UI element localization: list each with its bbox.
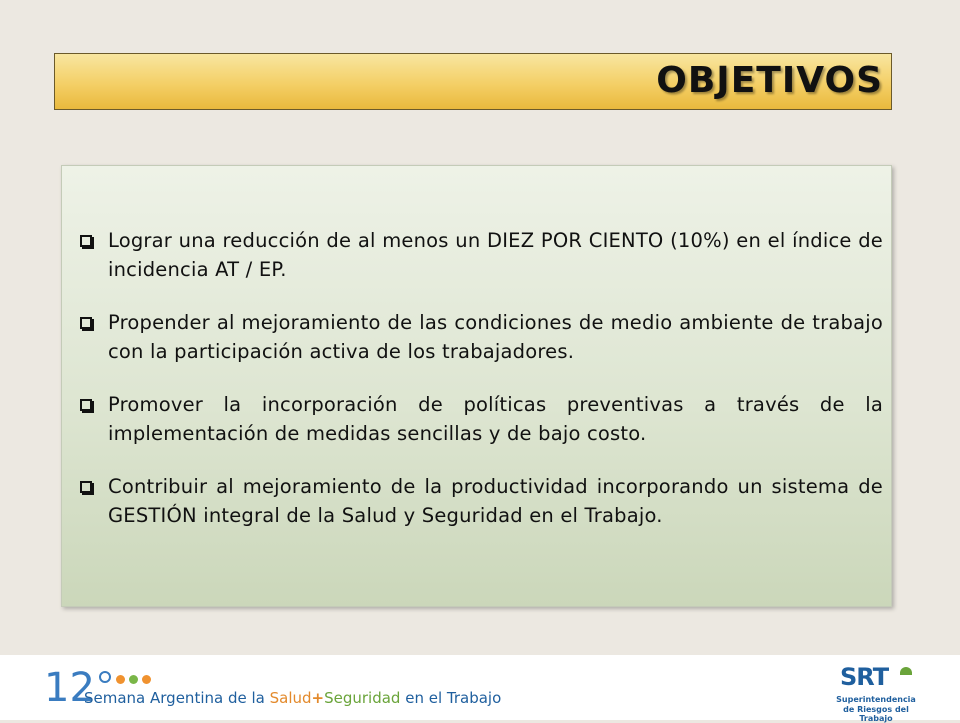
srt-emblem-icon	[900, 667, 912, 675]
title-banner	[54, 53, 892, 110]
checkbox-bullet-icon	[80, 481, 92, 493]
orange-dot-icon	[116, 675, 125, 684]
list-item	[78, 308, 883, 366]
bullet-text: Propender al mejoramiento de las condiciones de medio ambiente de trabajo con la participación activa de los trabajadores.	[108, 311, 883, 363]
checkbox-bullet-icon	[80, 235, 92, 247]
objectives-list	[78, 226, 883, 554]
degree-ring-icon	[99, 671, 111, 683]
org-name-line1: Superintendencia	[836, 695, 916, 704]
checkbox-bullet-icon	[80, 317, 92, 329]
event-plus: +	[311, 689, 325, 707]
event-prefix: Semana Argentina de la	[84, 689, 270, 707]
srt-logo	[826, 663, 926, 723]
orange-dot-icon	[142, 675, 151, 684]
bullet-text: Contribuir al mejoramiento de la productividad incorporando un sistema de GESTIÓN integral de la Salud y Seguridad en el Trabajo.	[108, 475, 883, 527]
org-name-line2: de Riesgos del Trabajo	[843, 705, 909, 723]
checkbox-bullet-icon	[80, 399, 92, 411]
footer-bar	[0, 655, 960, 723]
slide-title: OBJETIVOS	[656, 60, 883, 101]
event-number: 12	[44, 665, 95, 711]
objectives-box	[61, 165, 892, 607]
bullet-text: Lograr una reducción de al menos un DIEZ POR CIENTO (10%) en el índice de incidencia AT / EP.	[108, 229, 883, 281]
green-dot-icon	[129, 675, 138, 684]
event-suffix: en el Trabajo	[400, 689, 502, 707]
bullet-text: Promover la incorporación de políticas preventivas a través de la implementación de medidas sencillas y de bajo costo.	[108, 393, 883, 445]
list-item	[78, 472, 883, 530]
event-salud: Salud	[269, 689, 312, 707]
list-item	[78, 390, 883, 448]
org-acronym: SRT	[840, 663, 889, 691]
event-name	[84, 689, 501, 707]
event-logo	[44, 663, 502, 715]
event-seguridad: Seguridad	[324, 689, 401, 707]
list-item	[78, 226, 883, 284]
